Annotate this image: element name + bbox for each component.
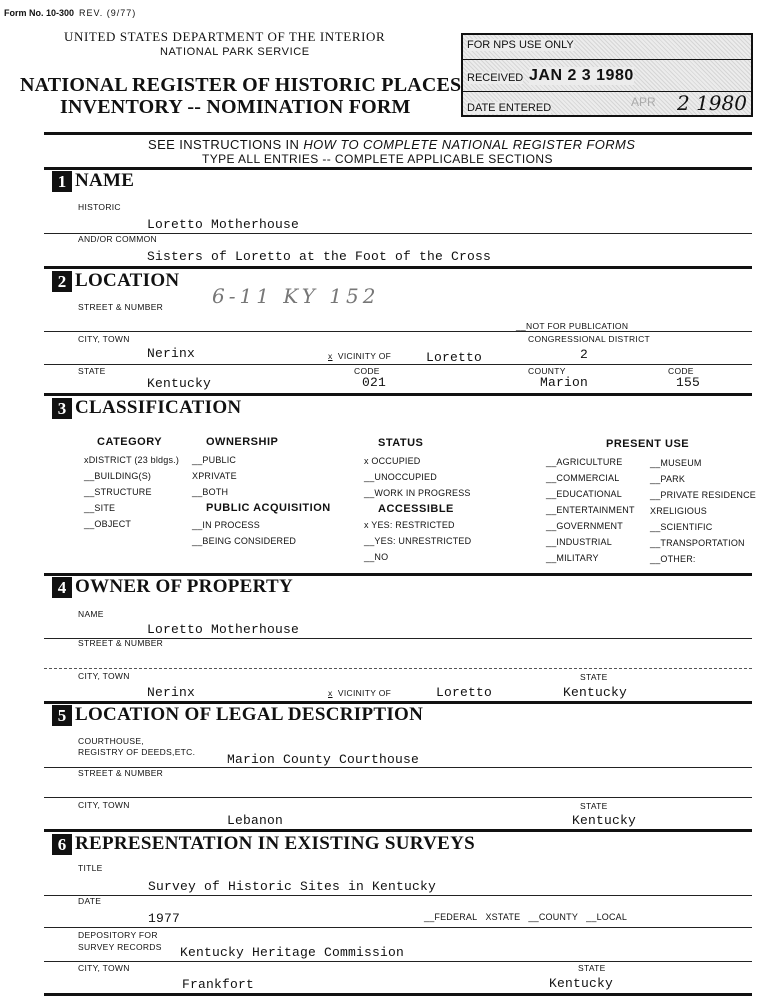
county-label: COUNTY: [528, 366, 566, 376]
vicinity-value[interactable]: Loretto: [426, 350, 483, 365]
congressional-district-label: CONGRESSIONAL DISTRICT: [528, 334, 650, 344]
field-line: [44, 331, 752, 332]
owner-city-label: CITY, TOWN: [78, 671, 130, 681]
section-name: REPRESENTATION IN EXISTING SURVEYS: [75, 833, 476, 854]
accessible-yes-unrestricted[interactable]: __YES: UNRESTRICTED: [364, 536, 472, 546]
survey-state-label: STATE: [578, 963, 606, 973]
use-private-residence[interactable]: __PRIVATE RESIDENCE: [650, 490, 756, 500]
survey-county[interactable]: __COUNTY: [528, 912, 579, 922]
depository-value[interactable]: Kentucky Heritage Commission: [180, 945, 405, 960]
survey-federal[interactable]: __FEDERAL: [424, 912, 478, 922]
instructions-line-2: TYPE ALL ENTRIES -- COMPLETE APPLICABLE SECTIONS: [202, 152, 553, 166]
use-government[interactable]: __GOVERNMENT: [546, 521, 623, 531]
nps-divider: [463, 59, 751, 60]
legal-state-value[interactable]: Kentucky: [572, 813, 637, 828]
section-3-title: [52, 397, 241, 419]
survey-city-label: CITY, TOWN: [78, 963, 130, 973]
owner-vicinity-value[interactable]: Loretto: [436, 685, 493, 700]
courthouse-label: COURTHOUSE,: [78, 736, 144, 746]
use-religious[interactable]: XRELIGIOUS: [650, 506, 708, 516]
common-name-value[interactable]: Sisters of Loretto at the Foot of the Cross: [147, 249, 492, 264]
form-number: Form No. 10-300 REV. (9/77): [4, 8, 137, 18]
section-1-title: [52, 170, 134, 192]
section-2-title: [52, 270, 179, 292]
registry-of-deeds-label: REGISTRY OF DEEDS,ETC.: [78, 747, 196, 757]
date-entered-label: DATE ENTERED: [467, 102, 552, 114]
field-line: [44, 895, 752, 896]
use-military[interactable]: __MILITARY: [546, 553, 599, 563]
form-subtitle: INVENTORY -- NOMINATION FORM: [60, 96, 411, 118]
public-acquisition-heading: PUBLIC ACQUISITION: [206, 502, 331, 514]
use-educational[interactable]: __EDUCATIONAL: [546, 489, 622, 499]
date-entered-stamp: APR: [631, 95, 656, 109]
section-6-title: [52, 833, 475, 855]
historic-label: HISTORIC: [78, 202, 121, 212]
state-value[interactable]: Kentucky: [147, 376, 212, 391]
nps-use-only-box: [461, 33, 753, 117]
survey-level-options: [424, 912, 627, 922]
rule: [44, 132, 752, 135]
owner-name-label: NAME: [78, 609, 104, 619]
field-line: [44, 927, 752, 928]
status-occupied[interactable]: x OCCUPIED: [364, 456, 421, 466]
survey-state[interactable]: XSTATE: [485, 912, 521, 922]
street-number-label: STREET & NUMBER: [78, 302, 164, 312]
owner-state-value[interactable]: Kentucky: [563, 685, 628, 700]
legal-street-label: STREET & NUMBER: [78, 768, 164, 778]
code-label: CODE: [354, 366, 380, 376]
field-line: [44, 668, 752, 669]
section-number: 1: [52, 171, 72, 192]
field-line: [44, 797, 752, 798]
survey-title-value[interactable]: Survey of Historic Sites in Kentucky: [148, 879, 437, 894]
use-industrial[interactable]: __INDUSTRIAL: [546, 537, 612, 547]
section-name: LOCATION: [75, 270, 180, 291]
section-name: LOCATION OF LEGAL DESCRIPTION: [75, 704, 424, 725]
state-label: STATE: [78, 366, 106, 376]
section-number: 5: [52, 705, 72, 726]
not-for-publication-label: __NOT FOR PUBLICATION: [516, 321, 629, 331]
legal-city-label: CITY, TOWN: [78, 800, 130, 810]
category-structure[interactable]: __STRUCTURE: [84, 487, 152, 497]
ownership-heading: OWNERSHIP: [206, 436, 279, 448]
county-code-label: CODE: [668, 366, 694, 376]
field-line: [44, 961, 752, 962]
section-number: 3: [52, 398, 72, 419]
section-number: 4: [52, 577, 72, 598]
courthouse-value[interactable]: Marion County Courthouse: [227, 752, 420, 767]
section-name: NAME: [75, 170, 135, 191]
section-rule: [44, 393, 752, 396]
owner-vicinity-label: x VICINITY OF: [328, 688, 392, 698]
legal-city-value[interactable]: Lebanon: [227, 813, 284, 828]
section-rule: [44, 167, 752, 170]
survey-date-label: DATE: [78, 896, 102, 906]
status-work-in-progress[interactable]: __WORK IN PROGRESS: [364, 488, 471, 498]
section-rule: [44, 266, 752, 269]
city-value[interactable]: Nerinx: [147, 346, 196, 361]
agency-line: UNITED STATES DEPARTMENT OF THE INTERIOR: [64, 29, 386, 44]
received-label: RECEIVED: [467, 72, 524, 84]
owner-street-label: STREET & NUMBER: [78, 638, 164, 648]
county-code-value[interactable]: 155: [676, 375, 701, 390]
use-entertainment[interactable]: __ENTERTAINMENT: [546, 505, 635, 515]
use-transportation[interactable]: __TRANSPORTATION: [650, 538, 745, 548]
owner-city-value[interactable]: Nerinx: [147, 685, 196, 700]
accessible-no[interactable]: __NO: [364, 552, 389, 562]
ownership-both[interactable]: __BOTH: [192, 487, 229, 497]
vicinity-of-label: x VICINITY OF: [328, 351, 392, 361]
survey-city-value[interactable]: Frankfort: [182, 977, 255, 992]
acquisition-in-process[interactable]: __IN PROCESS: [192, 520, 260, 530]
state-code-value[interactable]: 021: [362, 375, 387, 390]
date-entered-handwritten: 2 1980: [677, 91, 747, 115]
use-other[interactable]: __OTHER:: [650, 554, 696, 564]
owner-state-label: STATE: [580, 672, 608, 682]
status-unoccupied[interactable]: __UNOCCUPIED: [364, 472, 437, 482]
category-buildings[interactable]: __BUILDING(S): [84, 471, 152, 481]
status-heading: STATUS: [378, 437, 424, 449]
use-museum[interactable]: __MUSEUM: [650, 458, 702, 468]
congressional-district-value[interactable]: 2: [580, 347, 589, 362]
city-town-label: CITY, TOWN: [78, 334, 130, 344]
owner-name-value[interactable]: Loretto Motherhouse: [147, 622, 300, 637]
historic-name-value[interactable]: Loretto Motherhouse: [147, 217, 300, 232]
use-scientific[interactable]: __SCIENTIFIC: [650, 522, 713, 532]
legal-state-label: STATE: [580, 801, 608, 811]
received-stamp: JAN 2 3 1980: [529, 67, 634, 84]
nps-use-only-label: FOR NPS USE ONLY: [467, 39, 574, 51]
section-5-title: [52, 704, 423, 726]
section-name: CLASSIFICATION: [75, 397, 242, 418]
section-rule: [44, 993, 752, 996]
use-commercial[interactable]: __COMMERCIAL: [546, 473, 620, 483]
section-name: OWNER OF PROPERTY: [75, 576, 294, 597]
section-number: 2: [52, 271, 72, 292]
survey-local[interactable]: __LOCAL: [586, 912, 628, 922]
instructions-line: SEE INSTRUCTIONS IN HOW TO COMPLETE NATIONAL REGISTER FORMS: [148, 137, 636, 152]
section-rule: [44, 829, 752, 832]
category-district[interactable]: xDISTRICT (23 bldgs.): [84, 455, 180, 465]
survey-state-value[interactable]: Kentucky: [549, 976, 614, 991]
common-name-label: AND/OR COMMON: [78, 234, 157, 244]
ownership-private[interactable]: XPRIVATE: [192, 471, 237, 481]
depository-label: DEPOSITORY FOR: [78, 930, 158, 940]
county-value[interactable]: Marion: [540, 375, 589, 390]
category-site[interactable]: __SITE: [84, 503, 116, 513]
survey-date-value[interactable]: 1977: [148, 911, 181, 926]
section-4-title: [52, 576, 293, 598]
accessible-yes-restricted[interactable]: x YES: RESTRICTED: [364, 520, 455, 530]
use-agriculture[interactable]: __AGRICULTURE: [546, 457, 623, 467]
present-use-heading: PRESENT USE: [606, 438, 690, 450]
form-title: NATIONAL REGISTER OF HISTORIC PLACES: [20, 74, 462, 96]
survey-title-label: TITLE: [78, 863, 103, 873]
section-number: 6: [52, 834, 72, 855]
use-park[interactable]: __PARK: [650, 474, 686, 484]
field-line: [44, 364, 752, 365]
acquisition-being-considered[interactable]: __BEING CONSIDERED: [192, 536, 297, 546]
ownership-public[interactable]: __PUBLIC: [192, 455, 237, 465]
survey-records-label: SURVEY RECORDS: [78, 942, 162, 952]
category-heading: CATEGORY: [97, 436, 163, 448]
accessible-heading: ACCESSIBLE: [378, 503, 454, 515]
street-handwritten[interactable]: 6-11 KY 152: [212, 284, 380, 308]
category-object[interactable]: __OBJECT: [84, 519, 132, 529]
agency-subline: NATIONAL PARK SERVICE: [160, 46, 310, 58]
